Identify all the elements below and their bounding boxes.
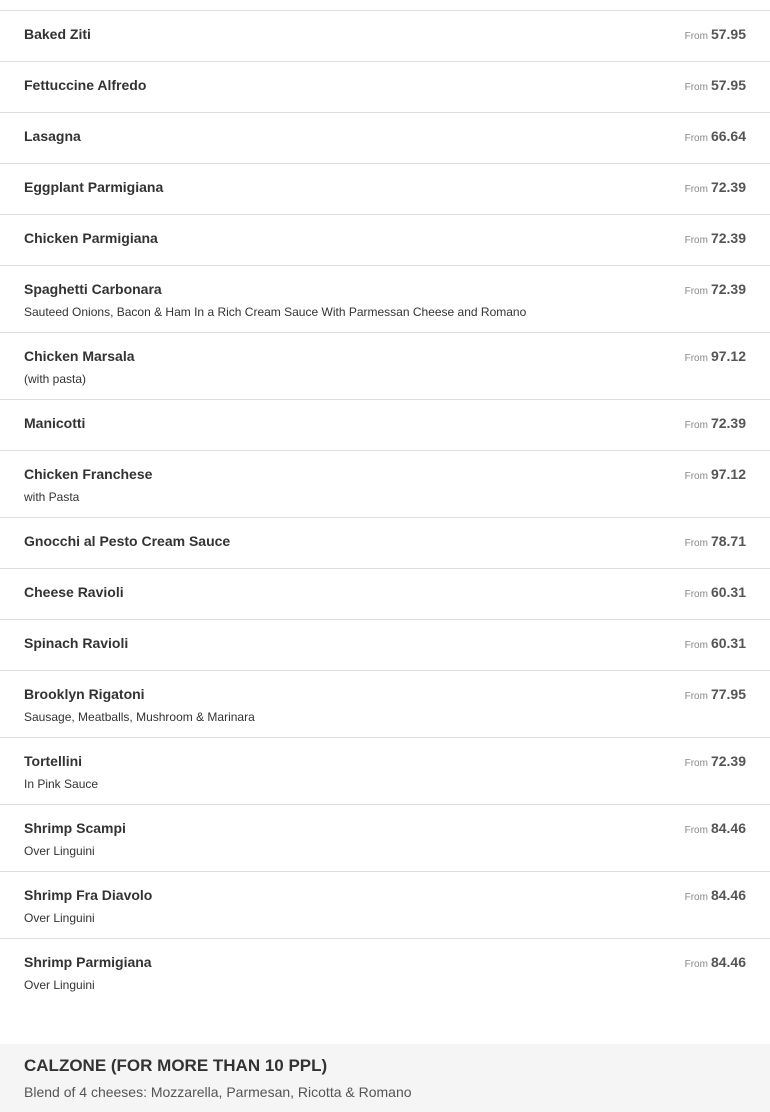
menu-item[interactable] xyxy=(0,738,770,805)
price-value: 60.31 xyxy=(710,584,746,600)
price-value: 66.64 xyxy=(710,128,746,144)
menu-item[interactable] xyxy=(0,400,770,451)
menu-item-price xyxy=(685,635,746,654)
price-value: 77.95 xyxy=(710,686,746,702)
price-value: 97.12 xyxy=(710,466,746,482)
menu-item-name: Shrimp Scampi xyxy=(24,820,126,836)
menu-item-list xyxy=(0,10,770,1006)
menu-item-name: Spinach Ravioli xyxy=(24,635,129,651)
menu-item-name: Spaghetti Carbonara xyxy=(24,281,162,297)
price-prefix: From xyxy=(684,640,708,651)
menu-item-price xyxy=(685,533,746,552)
price-value: 84.46 xyxy=(710,887,746,903)
menu-item[interactable] xyxy=(0,62,770,113)
price-prefix: From xyxy=(684,538,708,549)
menu-item-price xyxy=(685,179,746,198)
menu-item-name: Eggplant Parmigiana xyxy=(24,179,164,195)
menu-item-price xyxy=(685,281,746,300)
price-value: 57.95 xyxy=(710,77,746,93)
price-prefix: From xyxy=(684,691,708,702)
price-value: 78.71 xyxy=(710,533,746,549)
menu-item-price xyxy=(685,954,746,973)
price-value: 57.95 xyxy=(710,26,746,42)
price-value: 72.39 xyxy=(710,179,746,195)
category-header xyxy=(0,1044,770,1112)
price-value: 72.39 xyxy=(710,415,746,431)
price-value: 84.46 xyxy=(710,954,746,970)
menu-item-name: Chicken Marsala xyxy=(24,348,135,364)
price-prefix: From xyxy=(684,31,708,42)
menu-item-description: Over Linguini xyxy=(24,978,95,992)
price-prefix: From xyxy=(684,825,708,836)
price-prefix: From xyxy=(684,286,708,297)
menu-item-description: Sausage, Meatballs, Mushroom & Marinara xyxy=(24,710,255,724)
menu-item-description: Sauteed Onions, Bacon & Ham In a Rich Cream Sauce With Parmessan Cheese and Romano xyxy=(24,305,527,319)
menu-item-name: Fettuccine Alfredo xyxy=(24,77,147,93)
menu-item-price xyxy=(685,26,746,45)
menu-item[interactable] xyxy=(0,518,770,569)
price-value: 72.39 xyxy=(710,753,746,769)
menu-item-price xyxy=(685,584,746,603)
price-value: 72.39 xyxy=(710,230,746,246)
menu-item-description: Over Linguini xyxy=(24,911,95,925)
menu-item-description: Over Linguini xyxy=(24,844,95,858)
price-prefix: From xyxy=(684,892,708,903)
menu-item-name: Chicken Parmigiana xyxy=(24,230,158,246)
price-prefix: From xyxy=(684,420,708,431)
price-prefix: From xyxy=(684,353,708,364)
category-description: Blend of 4 cheeses: Mozzarella, Parmesan, Ricotta & Romano xyxy=(24,1084,412,1100)
menu-item-price xyxy=(685,77,746,96)
price-value: 84.46 xyxy=(710,820,746,836)
menu-item-name: Tortellini xyxy=(24,753,83,769)
category-title: CALZONE (FOR MORE THAN 10 PPL) xyxy=(24,1056,328,1075)
menu-item-name: Brooklyn Rigatoni xyxy=(24,686,145,702)
menu-item-description: (with pasta) xyxy=(24,372,87,386)
price-value: 60.31 xyxy=(710,635,746,651)
price-value: 72.39 xyxy=(710,281,746,297)
menu-item[interactable] xyxy=(0,215,770,266)
menu-item[interactable] xyxy=(0,164,770,215)
menu-item-price xyxy=(685,415,746,434)
menu-item[interactable] xyxy=(0,333,770,400)
menu-item[interactable] xyxy=(0,620,770,671)
menu-item-name: Manicotti xyxy=(24,415,86,431)
menu-item-price xyxy=(685,230,746,249)
menu-item-price xyxy=(685,820,746,839)
menu-item-name: Chicken Franchese xyxy=(24,466,153,482)
menu-item[interactable] xyxy=(0,569,770,620)
menu-item-price xyxy=(685,348,746,367)
price-prefix: From xyxy=(684,758,708,769)
menu-item[interactable] xyxy=(0,671,770,738)
price-prefix: From xyxy=(684,184,708,195)
menu-item-name: Cheese Ravioli xyxy=(24,584,124,600)
menu-item-price xyxy=(685,887,746,906)
price-prefix: From xyxy=(684,235,708,246)
menu-item-description: with Pasta xyxy=(24,490,80,504)
menu-item-price xyxy=(685,128,746,147)
menu-item[interactable] xyxy=(0,872,770,939)
menu-item-price xyxy=(685,686,746,705)
menu-item-name: Lasagna xyxy=(24,128,81,144)
menu-item[interactable] xyxy=(0,266,770,333)
menu-item-price xyxy=(685,753,746,772)
menu-item-name: Gnocchi al Pesto Cream Sauce xyxy=(24,533,231,549)
price-prefix: From xyxy=(684,471,708,482)
price-prefix: From xyxy=(684,589,708,600)
menu-item[interactable] xyxy=(0,451,770,518)
menu-item[interactable] xyxy=(0,11,770,62)
menu-item-description: In Pink Sauce xyxy=(24,777,99,791)
menu-item[interactable] xyxy=(0,113,770,164)
price-prefix: From xyxy=(684,959,708,970)
menu-item-price xyxy=(685,466,746,485)
price-prefix: From xyxy=(684,133,708,144)
menu-item-name: Shrimp Parmigiana xyxy=(24,954,152,970)
menu-item-name: Baked Ziti xyxy=(24,26,91,42)
menu-item-name: Shrimp Fra Diavolo xyxy=(24,887,153,903)
price-value: 97.12 xyxy=(710,348,746,364)
price-prefix: From xyxy=(684,82,708,93)
menu-item[interactable] xyxy=(0,805,770,872)
menu-item[interactable] xyxy=(0,939,770,1006)
